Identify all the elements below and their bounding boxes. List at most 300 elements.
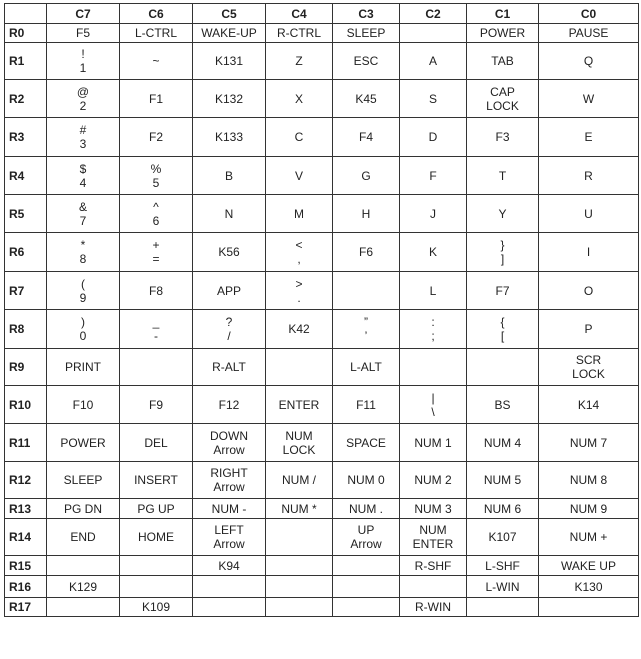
table-cell [120, 310, 193, 349]
table-cell [266, 272, 333, 310]
table-cell [333, 157, 400, 195]
cell-text: } [500, 238, 505, 252]
cell-text: K131 [214, 54, 244, 68]
table-row [5, 272, 639, 310]
cell-text: NUM - [211, 501, 247, 516]
cell-text: A [428, 54, 437, 68]
cell-text: K56 [218, 245, 240, 259]
cell-text: INSERT [134, 473, 178, 487]
cell-text: NUM . [349, 501, 383, 516]
table-cell [120, 118, 193, 157]
table-cell [467, 556, 539, 576]
cell-text: POWER [479, 26, 526, 40]
cell-text: W [582, 91, 595, 106]
cell-text: NUM / [282, 473, 316, 487]
cell-text: NUM 7 [569, 435, 608, 450]
row-header: R2 [5, 80, 47, 118]
table-cell [333, 43, 400, 80]
table-cell [47, 576, 120, 598]
cell-text: F5 [75, 26, 90, 40]
col-header: C2 [400, 4, 467, 24]
row-header: R3 [5, 118, 47, 157]
cell-text: L-SHF [485, 558, 520, 573]
table-cell [539, 24, 639, 43]
row-header: R13 [5, 499, 47, 519]
cell-text: ” [364, 315, 368, 329]
cell-text: ESC [353, 54, 379, 68]
cell-text: NUM 8 [569, 473, 608, 487]
cell-text: NUM [285, 428, 313, 443]
table-cell [539, 598, 639, 617]
cell-text: { [500, 315, 505, 329]
cell-text: PAUSE [568, 26, 609, 40]
table-cell [333, 195, 400, 233]
cell-text: Z [295, 54, 303, 68]
table-cell [193, 118, 266, 157]
table-cell [266, 386, 333, 424]
table-cell [47, 349, 120, 386]
table-cell [193, 349, 266, 386]
table-cell [47, 80, 120, 118]
table-cell [47, 386, 120, 424]
table-cell [539, 157, 639, 195]
cell-text: POWER [60, 435, 106, 450]
corner-cell [5, 4, 47, 24]
table-cell [193, 80, 266, 118]
table-body [5, 24, 639, 617]
cell-text: Arrow [213, 480, 245, 494]
table-cell [333, 519, 400, 556]
cell-text: NUM 0 [347, 473, 385, 487]
table-cell [333, 349, 400, 386]
cell-text: L [429, 283, 437, 298]
table-cell [539, 519, 639, 556]
cell-text: K42 [288, 322, 310, 336]
cell-text: K130 [574, 579, 603, 594]
cell-text: DEL [144, 435, 168, 450]
cell-text: > [295, 276, 303, 291]
row-header: R7 [5, 272, 47, 310]
cell-text: = [152, 252, 160, 266]
table-cell [193, 519, 266, 556]
row-header: R11 [5, 424, 47, 462]
table-cell [539, 462, 639, 499]
table-cell [467, 157, 539, 195]
table-cell [120, 556, 193, 576]
cell-text: NUM 2 [414, 473, 452, 487]
table-cell [333, 24, 400, 43]
table-row [5, 80, 639, 118]
table-cell [120, 598, 193, 617]
cell-text: X [294, 91, 303, 106]
table-cell [266, 157, 333, 195]
table-cell [266, 556, 333, 576]
cell-text: LOCK [282, 442, 316, 457]
cell-text: APP [216, 283, 241, 298]
cell-text: ( [81, 276, 85, 291]
cell-text: : [431, 315, 435, 329]
table-cell [193, 310, 266, 349]
cell-text: 4 [79, 175, 87, 190]
table-row [5, 349, 639, 386]
cell-text: 9 [79, 290, 87, 305]
cell-text: F11 [356, 397, 376, 412]
col-header: C7 [47, 4, 120, 24]
cell-text: R-WIN [415, 600, 451, 614]
table-cell [266, 499, 333, 519]
table-cell [467, 43, 539, 80]
table-cell [193, 195, 266, 233]
cell-text: NUM 9 [569, 501, 608, 516]
cell-text: BS [494, 397, 511, 412]
table-cell [266, 43, 333, 80]
cell-text: NUM 5 [483, 473, 522, 487]
cell-text: K132 [214, 91, 244, 106]
table-cell [120, 424, 193, 462]
cell-text: NUM 4 [483, 435, 522, 450]
cell-text: F7 [495, 283, 510, 298]
table-row [5, 556, 639, 576]
table-cell [467, 519, 539, 556]
header-row [5, 4, 639, 24]
table-cell [333, 310, 400, 349]
table-cell [333, 598, 400, 617]
cell-text: PG UP [137, 501, 175, 516]
table-cell [333, 424, 400, 462]
cell-text: K129 [68, 579, 98, 594]
cell-text: T [498, 168, 507, 183]
table-cell [266, 462, 333, 499]
cell-text: ! [81, 47, 85, 61]
table-cell [333, 233, 400, 272]
row-header: R10 [5, 386, 47, 424]
table-cell [266, 118, 333, 157]
cell-text: K14 [577, 397, 600, 412]
cell-text: ENTER [412, 537, 454, 551]
table-cell [539, 310, 639, 349]
cell-text: NUM 3 [414, 501, 452, 516]
cell-text: R-ALT [212, 360, 246, 374]
table-row [5, 386, 639, 424]
table-cell [120, 43, 193, 80]
cell-text: TAB [491, 54, 514, 68]
cell-text: 0 [79, 329, 87, 343]
table-cell [400, 556, 467, 576]
cell-text: K107 [488, 530, 517, 544]
table-cell [539, 499, 639, 519]
cell-text: V [294, 168, 303, 183]
table-cell [333, 499, 400, 519]
table-cell [193, 157, 266, 195]
table-cell [467, 80, 539, 118]
table-cell [539, 386, 639, 424]
table-cell [467, 386, 539, 424]
table-cell [400, 598, 467, 617]
cell-text: / [227, 329, 231, 343]
table-row [5, 195, 639, 233]
cell-text: PG DN [63, 501, 102, 516]
cell-text: , [297, 252, 301, 266]
row-header: R4 [5, 157, 47, 195]
table-cell [193, 272, 266, 310]
cell-text: K109 [141, 600, 171, 614]
row-header: R14 [5, 519, 47, 556]
table-cell [333, 386, 400, 424]
col-header: C3 [333, 4, 400, 24]
cell-text: K [428, 245, 437, 259]
table-cell [400, 462, 467, 499]
table-cell [467, 349, 539, 386]
cell-text: ^ [153, 199, 159, 214]
table-cell [467, 576, 539, 598]
cell-text: I [586, 245, 591, 259]
table-row [5, 424, 639, 462]
cell-text: L-ALT [350, 360, 382, 374]
cell-text: WAKE-UP [201, 26, 257, 40]
cell-text: WAKE UP [561, 558, 616, 573]
row-header: R6 [5, 233, 47, 272]
cell-text: F8 [148, 283, 163, 298]
table-cell [47, 499, 120, 519]
table-cell [193, 386, 266, 424]
table-cell [47, 556, 120, 576]
cell-text: % [150, 161, 162, 176]
cell-text: ? [225, 315, 233, 329]
table-cell [400, 386, 467, 424]
table-row [5, 43, 639, 80]
cell-text: K94 [218, 558, 240, 573]
row-header: R1 [5, 43, 47, 80]
table-cell [120, 24, 193, 43]
table-cell [120, 195, 193, 233]
row-header: R0 [5, 24, 47, 43]
table-cell [266, 24, 333, 43]
cell-text: SCR [575, 353, 602, 367]
table-cell [47, 233, 120, 272]
col-header: C4 [266, 4, 333, 24]
cell-text: LOCK [572, 367, 605, 381]
table-cell [193, 598, 266, 617]
row-header: R17 [5, 598, 47, 617]
table-cell [467, 462, 539, 499]
table-cell [539, 80, 639, 118]
table-cell [47, 24, 120, 43]
table-cell [467, 310, 539, 349]
col-header: C0 [539, 4, 639, 24]
cell-text: # [79, 123, 87, 137]
table-cell [47, 519, 120, 556]
table-cell [333, 576, 400, 598]
cell-text: LEFT [214, 523, 244, 537]
table-cell [47, 310, 120, 349]
cell-text: END [70, 530, 96, 544]
cell-text: ) [81, 315, 85, 329]
table-cell [333, 272, 400, 310]
cell-text: Y [498, 206, 507, 221]
cell-text: F10 [72, 397, 94, 412]
table-cell [193, 24, 266, 43]
cell-text: N [224, 206, 234, 221]
table-cell [120, 233, 193, 272]
cell-text: NUM 6 [483, 501, 522, 516]
table-row [5, 499, 639, 519]
table-cell [47, 424, 120, 462]
table-cell [47, 462, 120, 499]
table-cell [266, 80, 333, 118]
table-cell [467, 118, 539, 157]
row-header: R16 [5, 576, 47, 598]
table-cell [120, 272, 193, 310]
cell-text: + [152, 238, 160, 252]
cell-text: L-WIN [485, 579, 520, 594]
table-cell [400, 43, 467, 80]
table-cell [400, 195, 467, 233]
row-header: R9 [5, 349, 47, 386]
table-cell [400, 80, 467, 118]
cell-text: Arrow [213, 537, 245, 551]
cell-text: Arrow [213, 442, 245, 457]
cell-text: & [78, 199, 87, 214]
table-cell [539, 43, 639, 80]
table-cell [120, 519, 193, 556]
cell-text: [ [500, 329, 505, 343]
cell-text: E [584, 130, 593, 144]
col-header: C5 [193, 4, 266, 24]
table-cell [120, 157, 193, 195]
cell-text: RIGHT [210, 466, 248, 480]
table-cell [539, 272, 639, 310]
cell-text: LOCK [486, 98, 519, 113]
table-cell [400, 24, 467, 43]
table-cell [193, 499, 266, 519]
cell-text: O [583, 283, 594, 298]
table-cell [120, 576, 193, 598]
row-header: R15 [5, 556, 47, 576]
table-cell [539, 349, 639, 386]
cell-text: * [80, 238, 86, 252]
table-cell [266, 349, 333, 386]
cell-text: P [584, 322, 593, 336]
table-cell [539, 118, 639, 157]
table-cell [539, 576, 639, 598]
cell-text: Arrow [350, 537, 382, 551]
cell-text: F [429, 168, 437, 183]
cell-text: R-SHF [414, 558, 452, 573]
table-cell [333, 118, 400, 157]
cell-text: ] [500, 252, 505, 266]
cell-text: < [295, 238, 303, 252]
table-cell [193, 556, 266, 576]
cell-text: $ [79, 161, 87, 176]
cell-text: F1 [148, 91, 163, 106]
table-cell [266, 233, 333, 272]
table-cell [400, 576, 467, 598]
cell-text: NUM 1 [414, 435, 452, 450]
cell-text: J [430, 206, 436, 221]
cell-text: NUM [419, 523, 447, 537]
table-row [5, 118, 639, 157]
cell-text: K133 [214, 130, 244, 144]
key-matrix-table [4, 3, 639, 617]
cell-text: H [361, 206, 371, 221]
row-header: R8 [5, 310, 47, 349]
cell-text: 8 [79, 252, 87, 266]
cell-text: D [428, 130, 438, 144]
table-cell [467, 233, 539, 272]
cell-text: L-CTRL [134, 26, 177, 40]
table-cell [266, 519, 333, 556]
cell-text: ENTER [278, 397, 320, 412]
cell-text: DOWN [210, 428, 248, 443]
cell-text: @ [76, 84, 90, 99]
table-cell [47, 118, 120, 157]
table-row [5, 519, 639, 556]
table-cell [120, 386, 193, 424]
table-cell [539, 195, 639, 233]
cell-text: R [584, 168, 593, 183]
cell-text: F4 [358, 130, 373, 144]
cell-text: 3 [79, 137, 87, 151]
cell-text: SLEEP [63, 473, 103, 487]
row-header: R5 [5, 195, 47, 233]
table-cell [467, 424, 539, 462]
cell-text: F9 [148, 397, 163, 412]
table-cell [400, 272, 467, 310]
cell-text: NUM + [569, 530, 608, 544]
table-cell [400, 499, 467, 519]
table-cell [47, 43, 120, 80]
table-cell [266, 424, 333, 462]
table-row [5, 576, 639, 598]
cell-text: . [297, 290, 301, 305]
table-cell [467, 272, 539, 310]
table-cell [467, 499, 539, 519]
row-header: R12 [5, 462, 47, 499]
cell-text: C [294, 130, 304, 144]
table-cell [193, 233, 266, 272]
cell-text: ; [431, 329, 435, 343]
cell-text: - [154, 329, 158, 343]
cell-text: F6 [358, 245, 373, 259]
cell-text: SLEEP [346, 26, 386, 40]
table-cell [539, 556, 639, 576]
table-row [5, 310, 639, 349]
table-cell [400, 424, 467, 462]
table-cell [193, 462, 266, 499]
table-cell [400, 519, 467, 556]
table-cell [467, 598, 539, 617]
table-row [5, 233, 639, 272]
cell-text: 6 [152, 213, 160, 228]
cell-text: | [431, 390, 435, 405]
table-cell [400, 118, 467, 157]
table-cell [400, 233, 467, 272]
col-header: C6 [120, 4, 193, 24]
table-cell [266, 598, 333, 617]
cell-text: 5 [152, 175, 160, 190]
table-cell [47, 272, 120, 310]
table-cell [333, 556, 400, 576]
table-row [5, 462, 639, 499]
cell-text: 1 [79, 61, 87, 75]
cell-text: SPACE [346, 435, 386, 450]
table-cell [539, 233, 639, 272]
table-cell [120, 499, 193, 519]
cell-text: _ [152, 315, 160, 329]
table-cell [333, 462, 400, 499]
table-cell [266, 576, 333, 598]
col-header: C1 [467, 4, 539, 24]
